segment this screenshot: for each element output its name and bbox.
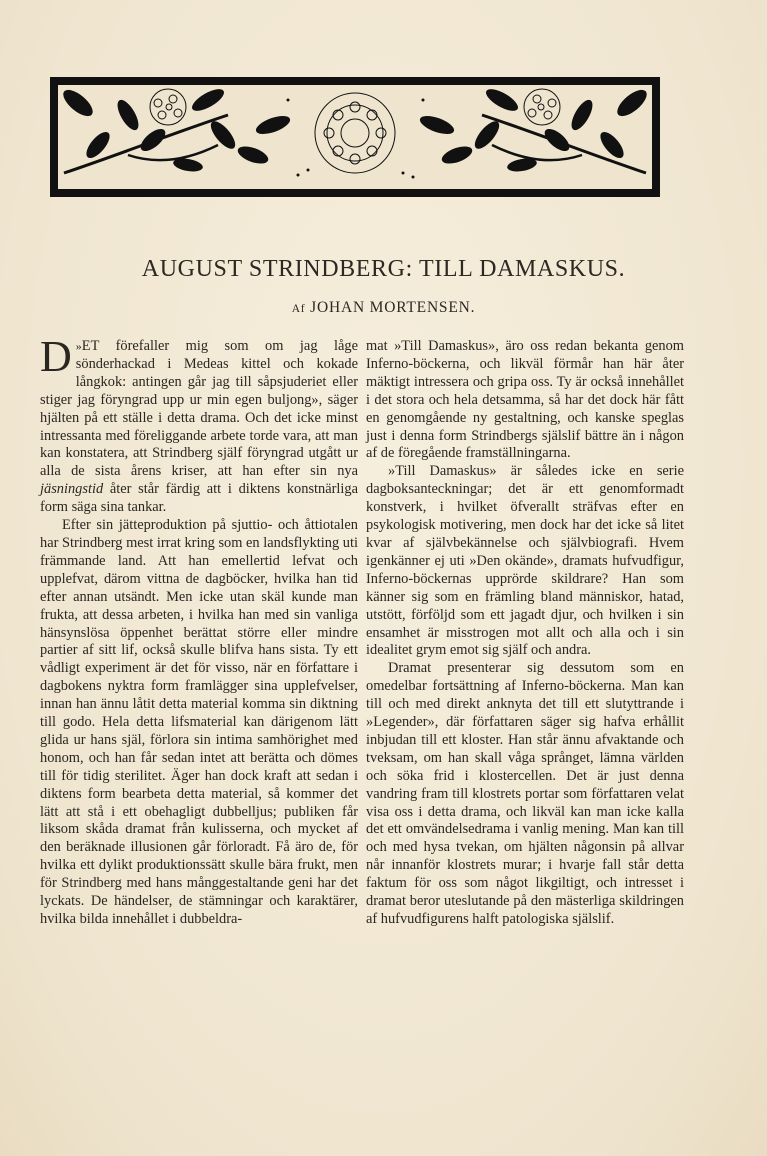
article-byline — [0, 299, 767, 317]
left-column — [40, 332, 358, 929]
left-paragraph-2: Efter sin jätteproduktion på sjuttio- och åttiotalen har Strindberg mest irrat kring som en landsflykting uti främmande land. Att han emellertid lefvat och upplefvat, därom vittna de dagböcker, hvilka han tid efter annan utsändt. Men icke utan skäl kunde man frukta, att dessa arbeten, i hvilka han med sin vanliga hänsynslösa öppenhet berättat större eller mindre partier af sitt lif, också skulle blifva hans sista. Ty ett vådligt experiment är det för visso, när en författare i dagbokens nyktra form framlägger sina upplefvelser, innan han ännu låtit detta material komma sin diktning till godo. Hela detta lifsmaterial kan därigenom lätt glida ur hans själ, förlora sin intima samhörighet med honom, och han får sedan intet att berätta och dömes till för tidig sterilitet. Äger han dock kraft att sedan i diktens form bearbeta detta material, så kommer det lätt att stå i ett obehagligt dubbelljus; publiken får liksom skåda dramat från kulisserna, och mycket af den beräknade illusionen går förloradt. Få äro de, för hvilka ett dylikt produktionssätt skulle bära frukt, men för Strindberg med hans månggestaltande geni har det lyckats. De händelser, de stämningar och karaktärer, hvilka bilda innehållet i dubbeldra- — [40, 517, 358, 927]
opening-quote: » — [75, 339, 82, 353]
decorative-header-banner — [50, 77, 660, 197]
byline-author: JOHAN MORTENSEN. — [310, 299, 476, 316]
banner-inner — [58, 85, 652, 189]
drop-cap: D — [40, 332, 72, 381]
left-p1-end: åter står färdig att i diktens konstnärliga form säga sina tankar. — [40, 481, 358, 516]
left-paragraph-1 — [40, 332, 358, 517]
floral-ornament-icon — [58, 85, 652, 189]
right-paragraph-1: mat »Till Damaskus», äro oss redan bekanta genom Inferno-böckerna, och likväl förmår han här åter mäktigt intressera och gripa oss. Ty är också innehållet i det stora och hela detsamma, så har det dock här fått en genomgående ny gestaltning, och kanske speglas just i denna form Strindbergs själslif bättre än i någon af de föregående framställningarna. — [366, 338, 684, 462]
right-paragraph-3: Dramat presenterar sig dessutom som en omedelbar fortsättning af Inferno-böckerna. Man kan till och med direkt anknyta det till ett slutyttrande i »Legender», där författaren säger sig hafva erhållit inbjudan till ett kloster. Han står ännu afvaktande och tveksam, om han skall våga språnget, lämna världen och söka frid i klostercellen. Det är just denna vandring fram till klostrets portar som författaren velat visa oss i detta drama, och likväl kan man icke kalla det ett omvändelsedrama i vanlig mening. Man kan till och med hysa tvekan, om hjälten någonsin på allvar når innanför klostrets murar; i hvarje fall står detta faktum för oss som något likgiltigt, och intresset i dramat beror uteslutande på den mästerliga skildringen af hufvudfigurens halft patologiska själslif. — [366, 660, 684, 927]
left-p1-text: ET förefaller mig som om jag låge sönderhackad i Medeas kittel och kokade långkok: antingen går jag till såpsjuderiet eller stiger jag föryngrad upp ur min egen buljong», säger hjälten på ett ställe i detta drama. Och det icke minst intressanta med föreliggande arbete torde vara, att man kan konstatera, att Strindberg själf föryngrad utgått ur alla de sista årens kriser, att han efter sin nya — [40, 338, 358, 480]
right-column — [366, 338, 684, 929]
left-p1-italic: jäsningstid — [40, 481, 104, 498]
right-paragraph-2: »Till Damaskus» är således icke en serie dagboksanteckningar; det är ett genomformadt konstverk, i hvilket öfverallt sträfvas efter en psykologisk motivering, men dock har det icke så litet kvar af självbekännelse och självbiografi. Hvem igenkänner ej uti »Den okände», dramats hufvudfigur, Inferno-böckernas upprörde skildrare? Han som känner sig som en främling bland människor, hatad, utstött, förföljd som ett jagadt djur, och hvilken i sin ensamhet är misstrogen mot allt och alla och i sin idealitet grym emot sig själf och andra. — [366, 463, 684, 659]
article-title: AUGUST STRINDBERG: TILL DAMASKUS. — [141, 256, 626, 282]
byline-prefix: Af — [291, 303, 306, 315]
